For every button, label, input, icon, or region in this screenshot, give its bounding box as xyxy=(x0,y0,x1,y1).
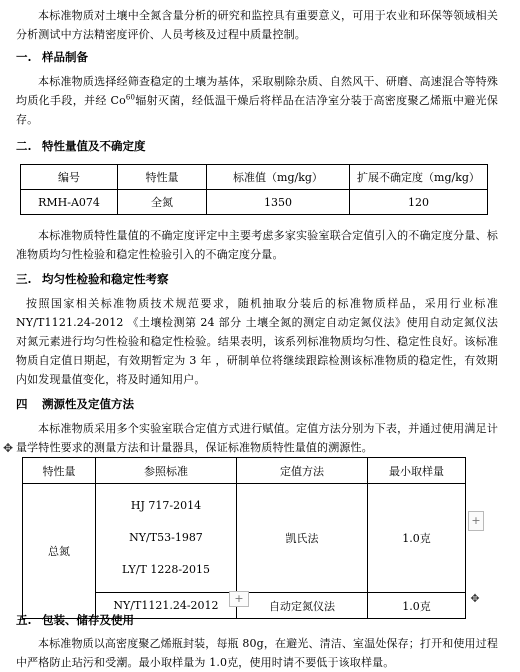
section-title: 包装、储存及使用 xyxy=(42,613,134,627)
add-column-button[interactable]: + xyxy=(468,511,484,531)
table-row xyxy=(23,484,466,593)
method-cell: 凯氏法 xyxy=(237,484,368,593)
header-cell: 编号 xyxy=(21,165,118,190)
table-cell: 全氮 xyxy=(118,190,207,215)
header-cell: 参照标准 xyxy=(96,458,237,484)
table-move-handle-icon[interactable]: ✥ xyxy=(2,441,14,455)
table-header-row xyxy=(23,458,466,484)
table-header-row xyxy=(21,165,488,190)
reference-standard: LY/T 1228-2015 xyxy=(121,563,211,576)
uncertainty-paragraph: 本标准物质特性量值的不确定度评定中主要考虑多家实验室联合定值引入的不确定度分量、标准物质均匀性检验和稳定性检验引入的不确定度分量。 xyxy=(16,229,498,261)
table-cell: 1350 xyxy=(207,190,350,215)
min-sample-cell: 1.0克 xyxy=(368,593,466,619)
table-row xyxy=(21,190,488,215)
section-heading-1 xyxy=(16,48,88,66)
section-title: 特性量值及不确定度 xyxy=(42,139,146,153)
header-cell: 最小取样量 xyxy=(368,458,466,484)
section-heading-5 xyxy=(16,611,134,629)
table-cell: 120 xyxy=(350,190,488,215)
reference-standard: NY/T53-1987 xyxy=(129,531,203,544)
section-number: 三. xyxy=(16,272,32,286)
prep-text-before: 本标准物质选择经筛查稳定的土壤为基体，采取剔除杂质、自然风干、研磨、高速混合等特殊均质化手段，并经 Co xyxy=(16,75,498,107)
table-cell: RMH-A074 xyxy=(21,190,118,215)
section-number: 二. xyxy=(16,139,32,153)
intro-paragraph: 本标准物质对土壤中全氮含量分析的研究和监控具有重要意义，可用于农业和环保等领域相关分析测试中方法精密度评价、人员考核及过程中质量控制。 xyxy=(16,9,498,41)
packaging-paragraph: 本标准物质以高密度聚乙烯瓶封装，每瓶 80g，在避光、清洁、室温处保存；打开和使用过程中严格防止玷污和受潮。最小取样量为 1.0克，使用时请不要低于该取样量。 xyxy=(16,637,498,669)
prep-text-after: 辐射灭菌，经低温干燥后将样品在洁净室分装于高密度聚乙烯瓶中避光保存。 xyxy=(16,94,498,126)
section-number: 五. xyxy=(16,613,32,627)
section-heading-4 xyxy=(16,395,134,413)
section-heading-2 xyxy=(16,137,146,155)
add-row-button[interactable]: + xyxy=(229,591,249,607)
reference-standard: HJ 717-2014 xyxy=(130,499,202,512)
header-cell: 特性量 xyxy=(23,458,96,484)
isotope-superscript: 60 xyxy=(125,93,136,102)
prep-paragraph xyxy=(16,72,498,129)
section-heading-3 xyxy=(16,270,169,288)
section-number: 一. xyxy=(16,50,32,64)
header-cell: 定值方法 xyxy=(237,458,368,484)
homogeneity-paragraph: 按照国家相关标准物质技术规范要求，随机抽取分装后的标准物质样品，采用行业标准NY/T1121.24-2012 《土壤检测第 24 部分 土壤全氮的测定自动定氮仪法》使用自动定氮仪法对氮元素进行均匀性检验和稳定性检验。结果表明，该系列标准物质均匀性、稳定性良好。该标准物质自定值日期起，有效期暂定为 3 年 ，研制单位将继续跟踪检测该标准物质的稳定性，有效期内如发现量值变化，将及时通知用户。 xyxy=(16,297,498,386)
reference-standard-cell: NY/T1121.24-2012 xyxy=(96,593,237,619)
table-resize-handle-icon[interactable]: ✥ xyxy=(470,592,480,605)
header-cell: 特性量 xyxy=(118,165,207,190)
header-cell: 标准值（mg/kg） xyxy=(207,165,350,190)
section-title: 均匀性检验和稳定性考察 xyxy=(42,272,169,286)
quantity-cell: 总氮 xyxy=(23,484,96,619)
traceability-paragraph: 本标准物质采用多个实验室联合定值方式进行赋值。定值方法分别为下表，并通过使用满足计量学特性要求的测量方法和计量器具，保证标准物质特性量值的溯源性。 xyxy=(16,422,498,454)
header-cell: 扩展不确定度（mg/kg） xyxy=(350,165,488,190)
section-title: 溯源性及定值方法 xyxy=(42,397,134,411)
section-number: 四 xyxy=(16,397,28,411)
method-cell: 自动定氮仪法 xyxy=(237,593,368,619)
min-sample-cell: 1.0克 xyxy=(368,484,466,593)
section-title: 样品制备 xyxy=(42,50,88,64)
reference-standards-cell xyxy=(96,484,237,593)
characteristic-value-table xyxy=(20,164,488,215)
